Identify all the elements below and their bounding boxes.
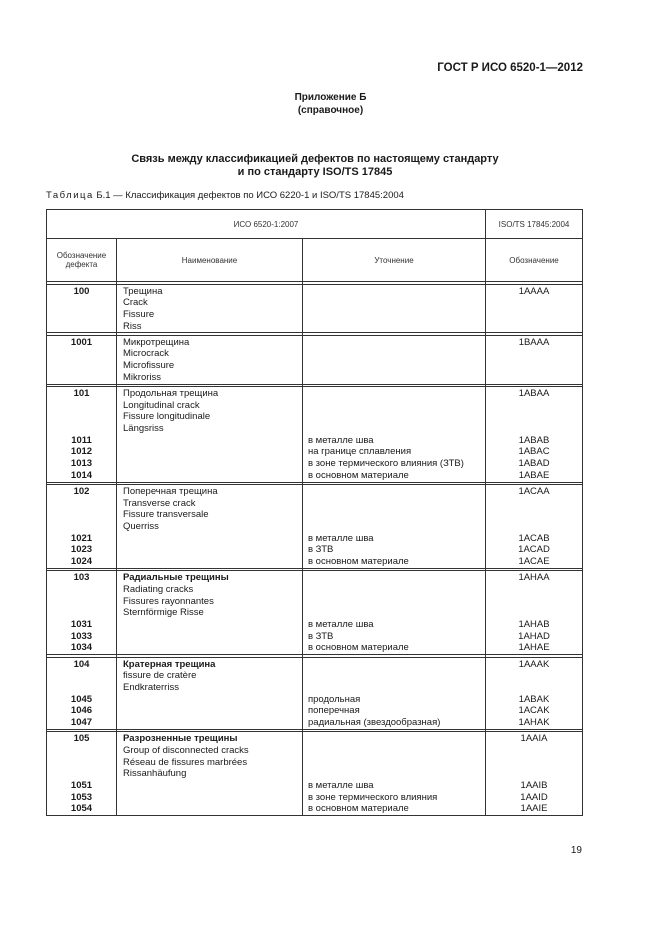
defect-name xyxy=(123,435,302,447)
defect-code xyxy=(47,400,116,412)
defect-code xyxy=(47,745,116,757)
defect-name: Microcrack xyxy=(123,348,169,360)
iso-ts-designation: 1AAAK xyxy=(518,658,550,670)
defect-name-cell xyxy=(117,657,303,729)
defect-name: Трещина xyxy=(123,285,163,297)
defect-specification: поперечная xyxy=(308,705,360,717)
defect-specification xyxy=(308,596,485,608)
specification-cell xyxy=(303,387,486,483)
defect-code-cell xyxy=(47,732,117,816)
defect-code: 103 xyxy=(73,572,90,584)
defect-name: Кратерная трещина xyxy=(123,658,216,670)
iso-ts-designation: 1ACAK xyxy=(518,705,550,717)
designation-cell xyxy=(486,571,583,655)
defect-name xyxy=(123,470,302,482)
defect-name-cell xyxy=(117,485,303,569)
iso-ts-designation xyxy=(486,423,582,435)
iso-ts-designation: 1AHAD xyxy=(518,630,550,642)
defect-specification xyxy=(308,486,485,498)
defect-name: Fissure transversale xyxy=(123,509,209,521)
defect-name xyxy=(123,792,302,804)
defect-specification: в металле шва xyxy=(308,532,374,544)
column-header-specification: Уточнение xyxy=(303,239,486,282)
defect-code: 1031 xyxy=(70,619,93,631)
defect-name xyxy=(123,544,302,556)
defect-name xyxy=(123,556,302,568)
defect-specification xyxy=(308,682,485,694)
defect-specification xyxy=(308,372,485,384)
table-row xyxy=(47,284,583,333)
defect-specification: в ЗТВ xyxy=(308,544,334,556)
defect-code: 1033 xyxy=(70,630,93,642)
defect-name xyxy=(123,631,302,643)
iso-ts-designation xyxy=(486,521,582,533)
defect-specification: в металле шва xyxy=(308,434,374,446)
defect-specification xyxy=(308,321,485,333)
specification-cell xyxy=(303,485,486,569)
defect-specification xyxy=(308,607,485,619)
defect-specification xyxy=(308,348,485,360)
table-caption xyxy=(46,190,404,201)
defect-specification: в основном материале xyxy=(308,469,409,481)
iso-ts-designation: 1ABAB xyxy=(518,434,550,446)
defect-code xyxy=(47,521,116,533)
defect-specification: в металле шва xyxy=(308,780,374,791)
defect-specification: в основном материале xyxy=(308,803,409,815)
specification-cell xyxy=(303,335,486,384)
defect-name xyxy=(123,803,302,815)
defect-specification xyxy=(308,584,485,596)
defect-code xyxy=(47,509,116,521)
iso-ts-designation: 1AAIE xyxy=(520,803,548,815)
defect-specification xyxy=(308,521,485,533)
defect-code: 1014 xyxy=(70,469,93,481)
iso-ts-designation: 1ABAA xyxy=(518,388,550,399)
defect-specification xyxy=(308,388,485,400)
iso-ts-designation xyxy=(486,360,582,372)
defect-code-cell xyxy=(47,284,117,333)
defect-name: Микротрещина xyxy=(123,336,190,348)
defect-name: Microfissure xyxy=(123,360,175,372)
defect-code: 1021 xyxy=(70,532,93,544)
iso-ts-designation xyxy=(486,596,582,608)
defect-code: 1001 xyxy=(70,336,93,348)
defect-specification: в зоне термического влияния (ЗТВ) xyxy=(308,458,464,470)
defect-name: Разрозненные трещины xyxy=(123,733,238,745)
designation-cell xyxy=(486,485,583,569)
iso-ts-designation xyxy=(486,607,582,619)
defect-name: Riss xyxy=(123,320,142,332)
defect-code xyxy=(47,309,116,321)
defect-name: Продольная трещина xyxy=(123,388,219,399)
defect-specification xyxy=(308,309,485,321)
iso-ts-designation: 1ABAK xyxy=(518,693,550,705)
defect-code: 100 xyxy=(73,285,90,297)
defect-specification xyxy=(308,400,485,412)
defect-code: 1051 xyxy=(70,780,93,791)
defect-specification: в металле шва xyxy=(308,619,374,631)
defect-name: Crack xyxy=(123,297,148,309)
defect-code: 1053 xyxy=(70,791,93,803)
defect-name: Transverse crack xyxy=(123,497,196,509)
iso-ts-designation: 1AHAE xyxy=(518,642,550,654)
defect-name: Fissure longitudinale xyxy=(123,411,211,423)
defect-specification xyxy=(308,337,485,349)
defect-specification xyxy=(308,411,485,423)
defect-specification xyxy=(308,757,485,769)
defect-name-cell xyxy=(117,284,303,333)
iso-ts-designation xyxy=(486,745,582,757)
defect-code xyxy=(47,411,116,423)
defect-specification: в основном материале xyxy=(308,642,409,654)
specification-cell xyxy=(303,732,486,816)
page-number: 19 xyxy=(570,845,582,856)
defect-specification xyxy=(308,572,485,584)
defect-code xyxy=(47,757,116,769)
iso-ts-designation xyxy=(486,757,582,769)
iso-ts-designation: 1ACAA xyxy=(518,486,550,497)
defect-name: Radiating cracks xyxy=(123,584,194,595)
defect-code xyxy=(47,596,116,608)
defect-specification: на границе сплавления xyxy=(308,446,412,458)
table-row xyxy=(47,732,583,816)
defect-code xyxy=(47,297,116,309)
defect-code: 102 xyxy=(73,486,90,497)
defect-name-cell xyxy=(117,732,303,816)
table-caption-text: Б.1 — Классификация дефектов по ИСО 6220-1 и ISO/TS 17845:2004 xyxy=(96,190,404,201)
defect-code: 1047 xyxy=(70,717,93,729)
defect-code-cell xyxy=(47,387,117,483)
iso-ts-designation: 1ACAE xyxy=(518,556,550,568)
iso-ts-designation xyxy=(486,309,582,321)
defect-code xyxy=(47,360,116,372)
defect-specification: в основном материале xyxy=(308,556,409,568)
defect-specification xyxy=(308,286,485,298)
designation-cell xyxy=(486,284,583,333)
defect-specification xyxy=(308,670,485,682)
defect-name: Радиальные трещины xyxy=(123,572,229,584)
specification-cell xyxy=(303,284,486,333)
defect-code: 1023 xyxy=(70,544,93,556)
defect-code: 101 xyxy=(73,388,90,399)
table-row xyxy=(47,657,583,729)
defect-code xyxy=(47,348,116,360)
defect-specification: в зоне термического влияния xyxy=(308,791,438,803)
iso-ts-designation: 1AHAK xyxy=(518,717,550,729)
table-row xyxy=(47,485,583,569)
iso-ts-designation: 1ACAB xyxy=(518,532,550,544)
iso-ts-designation xyxy=(486,348,582,360)
defect-name: fissure de cratère xyxy=(123,670,197,682)
defect-code xyxy=(47,321,116,333)
designation-cell xyxy=(486,657,583,729)
defect-name: Endkraterriss xyxy=(123,682,179,693)
iso-ts-designation: 1ABAD xyxy=(518,458,550,470)
defect-specification xyxy=(308,768,485,780)
defect-code: 1012 xyxy=(70,446,93,458)
iso-ts-designation xyxy=(486,321,582,333)
column-header-code: Обозначение дефекта xyxy=(47,239,117,282)
standard-number: ГОСТ Р ИСО 6520-1—2012 xyxy=(437,62,583,74)
defect-name: Längsriss xyxy=(123,423,164,435)
defect-name xyxy=(123,694,302,706)
iso-ts-designation xyxy=(486,584,582,596)
defect-name-cell xyxy=(117,335,303,384)
iso-ts-designation: 1ABAE xyxy=(518,469,550,481)
defect-name: Fissure xyxy=(123,308,155,320)
designation-cell xyxy=(486,335,583,384)
defect-code: 1024 xyxy=(70,556,93,568)
defect-specification xyxy=(308,733,485,745)
defect-code: 1013 xyxy=(70,458,93,470)
heading-line-1: Связь между классификацией дефектов по настоящему стандарту xyxy=(131,153,499,165)
table-row xyxy=(47,387,583,483)
iso-ts-designation xyxy=(486,670,582,682)
iso-ts-designation xyxy=(486,400,582,412)
defect-code xyxy=(47,768,116,780)
iso-ts-designation: 1AAID xyxy=(520,791,548,803)
defect-code: 1045 xyxy=(70,693,93,705)
iso-ts-designation: 1AHAA xyxy=(518,572,550,584)
defect-code xyxy=(47,670,116,682)
defect-name: Réseau de fissures marbrées xyxy=(123,756,248,768)
iso-ts-designation xyxy=(486,372,582,384)
iso-ts-designation xyxy=(486,297,582,309)
table-caption-label: Таблица xyxy=(46,190,94,201)
defect-specification xyxy=(308,498,485,510)
iso-ts-designation xyxy=(486,768,582,780)
defect-name: Rissanhäufung xyxy=(123,768,187,780)
defect-code-cell xyxy=(47,335,117,384)
defect-code-cell xyxy=(47,657,117,729)
iso-ts-designation: 1AAIB xyxy=(520,780,548,791)
defect-name: Mikroriss xyxy=(123,371,161,383)
defect-specification: радиальная (звездообразная) xyxy=(308,717,441,729)
appendix-subtitle: (справочное) xyxy=(297,105,364,116)
defect-code xyxy=(47,682,116,694)
defect-name xyxy=(123,619,302,631)
defect-code xyxy=(47,607,116,619)
iso-ts-designation: 1AAIA xyxy=(520,733,548,745)
table-body xyxy=(47,282,583,816)
table-row xyxy=(47,335,583,384)
defect-specification: в ЗТВ xyxy=(308,630,334,642)
defect-name xyxy=(123,717,302,729)
defect-specification: продольная xyxy=(308,693,361,705)
defect-name: Group of disconnected cracks xyxy=(123,744,249,756)
table-row xyxy=(47,571,583,655)
defect-name: Sternförmige Risse xyxy=(123,607,204,619)
iso-ts-designation: 1AHAB xyxy=(518,619,550,631)
defect-code-cell xyxy=(47,571,117,655)
column-header-name: Наименование xyxy=(117,239,303,282)
defect-specification xyxy=(308,360,485,372)
defect-name xyxy=(123,780,302,792)
defect-specification xyxy=(308,509,485,521)
iso-ts-designation: 1ACAD xyxy=(518,544,550,556)
defect-name-cell xyxy=(117,387,303,483)
defect-name xyxy=(123,642,302,654)
defect-code: 1046 xyxy=(70,705,93,717)
iso-ts-designation xyxy=(486,498,582,510)
heading-line-2: и по стандарту ISO/TS 17845 xyxy=(237,166,393,178)
defect-name: Longitudinal crack xyxy=(123,399,200,411)
defect-name-cell xyxy=(117,571,303,655)
appendix-title: Приложение Б xyxy=(294,92,367,103)
designation-cell xyxy=(486,732,583,816)
defect-code-cell xyxy=(47,485,117,569)
defect-name xyxy=(123,458,302,470)
column-header-designation: Обозначение xyxy=(486,239,583,282)
defect-name xyxy=(123,705,302,717)
defect-code: 1011 xyxy=(71,434,92,446)
defect-specification xyxy=(308,297,485,309)
specification-cell xyxy=(303,571,486,655)
defect-code xyxy=(47,423,116,435)
defect-code xyxy=(47,498,116,510)
group-header-iso-ts: ISO/TS 17845:2004 xyxy=(486,210,583,239)
iso-ts-designation: 1ABAC xyxy=(518,446,550,458)
iso-ts-designation xyxy=(486,682,582,694)
defect-name xyxy=(123,533,302,545)
group-header-iso6520: ИСО 6520-1:2007 xyxy=(47,210,486,239)
defect-code xyxy=(47,372,116,384)
defect-code: 105 xyxy=(73,733,90,745)
defect-name: Querriss xyxy=(123,521,159,533)
defect-classification-table xyxy=(46,209,583,816)
defect-name: Поперечная трещина xyxy=(123,486,218,497)
defect-code: 104 xyxy=(73,658,90,670)
defect-code xyxy=(47,584,116,596)
iso-ts-designation xyxy=(486,411,582,423)
designation-cell xyxy=(486,387,583,483)
specification-cell xyxy=(303,657,486,729)
iso-ts-designation: 1BAAA xyxy=(518,336,550,348)
defect-specification xyxy=(308,423,485,435)
defect-name xyxy=(123,446,302,458)
defect-name: Fissures rayonnantes xyxy=(123,595,214,607)
defect-code: 1054 xyxy=(70,803,93,815)
defect-specification xyxy=(308,745,485,757)
iso-ts-designation: 1AAAA xyxy=(518,285,550,297)
defect-specification xyxy=(308,659,485,671)
iso-ts-designation xyxy=(486,509,582,521)
defect-code: 1034 xyxy=(70,642,93,654)
